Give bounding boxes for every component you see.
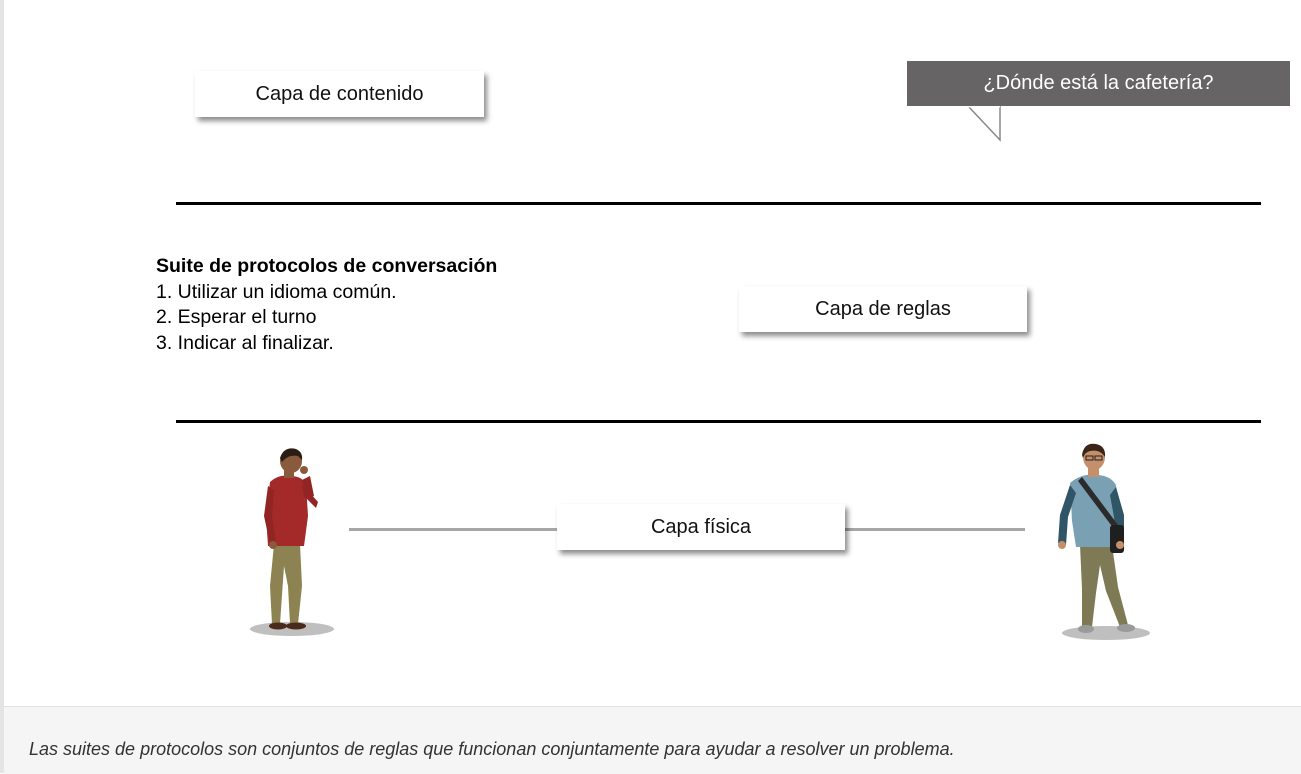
protocol-rule: 3. Indicar al finalizar. — [156, 331, 334, 354]
protocol-suite — [156, 254, 497, 356]
connection-line-right — [845, 528, 1025, 531]
person-blue-sweater-icon — [1040, 443, 1160, 641]
speech-bubble-tail — [968, 106, 1004, 142]
protocol-rules-list — [156, 280, 497, 357]
physical-layer-label: Capa física — [557, 504, 845, 550]
caption-bar — [4, 706, 1301, 774]
rules-layer-label: Capa de reglas — [739, 286, 1027, 332]
connection-line-left — [349, 528, 557, 531]
protocol-suite-title: Suite de protocolos de conversación — [156, 255, 498, 277]
speech-bubble: ¿Dónde está la cafetería? — [907, 61, 1290, 106]
rules-physical-divider — [176, 420, 1261, 423]
person-red-shirt-icon — [240, 446, 340, 638]
content-layer-label: Capa de contenido — [195, 71, 484, 117]
content-rules-divider — [176, 202, 1261, 205]
protocol-rule: 1. Utilizar un idioma común. — [156, 280, 397, 303]
caption-text: Las suites de protocolos son conjuntos de reglas que funcionan conjuntamente para ayudar a resolver un problema. — [29, 739, 955, 759]
left-border — [0, 0, 4, 773]
protocol-rule: 2. Esperar el turno — [156, 306, 317, 328]
